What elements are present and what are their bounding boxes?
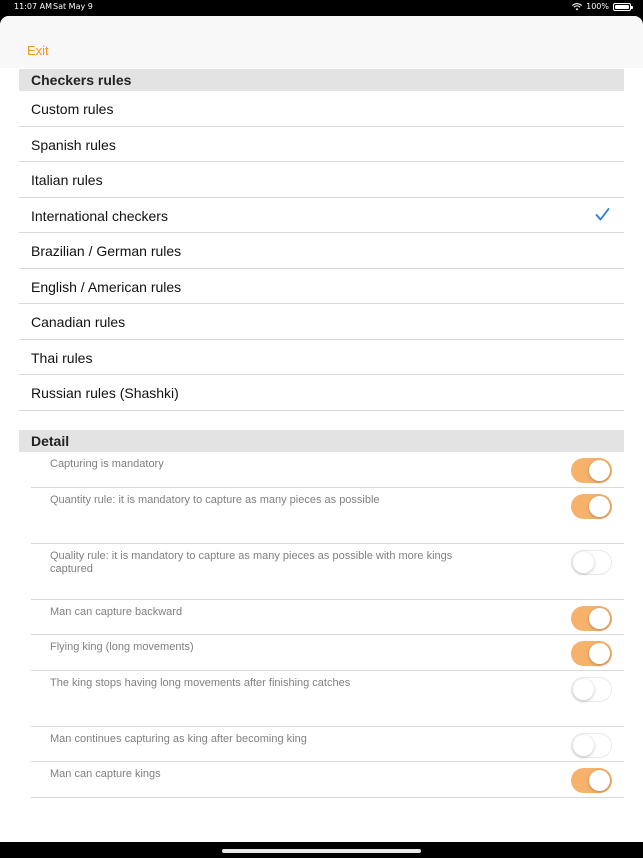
settings-sheet (0, 16, 643, 842)
rule-label: Spanish rules (31, 136, 116, 153)
status-date: Sat May 9 (53, 2, 93, 11)
detail-row (31, 488, 624, 544)
detail-label: Capturing is mandatory (50, 458, 164, 470)
toggle-switch[interactable] (571, 606, 612, 631)
rule-label: Russian rules (Shashki) (31, 385, 179, 401)
toggle-switch[interactable] (571, 733, 612, 758)
detail-label: Quality rule: it is mandatory to capture as many pieces as possible with more kings captured (50, 549, 453, 575)
detail-label: Man continues capturing as king after becoming king (50, 732, 307, 745)
status-bar (0, 0, 643, 14)
detail-row (31, 452, 624, 488)
rule-label: Italian rules (31, 172, 103, 188)
wifi-icon (572, 3, 582, 11)
toggle-switch[interactable] (571, 550, 612, 575)
toggle-switch[interactable] (571, 768, 612, 793)
detail-label: Quantity rule: it is mandatory to capture as many pieces as possible (50, 493, 380, 506)
detail-list (31, 452, 624, 798)
detail-row (31, 671, 624, 727)
toggle-knob (573, 552, 594, 573)
rule-row[interactable] (19, 198, 624, 234)
battery-icon (613, 3, 631, 11)
rule-row[interactable] (19, 233, 624, 269)
rule-label: Brazilian / German rules (31, 243, 182, 259)
detail-row (31, 635, 624, 671)
rule-row[interactable] (19, 162, 624, 198)
exit-button[interactable]: Exit (27, 43, 49, 58)
toggle-knob (589, 496, 610, 517)
checkmark-icon (595, 207, 610, 222)
toggle-knob (589, 643, 610, 664)
rule-row[interactable] (19, 340, 624, 376)
detail-label: Flying king (long movements) (50, 641, 194, 653)
status-right (572, 2, 631, 11)
rule-label: International checkers (31, 207, 168, 224)
navigation-bar (0, 16, 643, 68)
rule-row[interactable] (19, 91, 624, 127)
rule-row[interactable] (19, 304, 624, 340)
toggle-knob (573, 735, 594, 756)
toggle-switch[interactable] (571, 494, 612, 519)
detail-header: Detail (19, 430, 624, 452)
checkers-rules-header: Checkers rules (19, 69, 624, 91)
detail-row (31, 762, 624, 798)
home-indicator (222, 849, 421, 853)
detail-row (31, 544, 624, 600)
rule-label: English / American rules (31, 278, 182, 295)
detail-label: Man can capture kings (50, 768, 161, 780)
toggle-knob (589, 770, 610, 791)
status-time: 11:07 AM (14, 2, 52, 11)
rule-label: Custom rules (31, 101, 114, 117)
rule-row[interactable] (19, 127, 624, 163)
toggle-knob (589, 608, 610, 629)
toggle-knob (573, 679, 594, 700)
toggle-knob (589, 460, 610, 481)
detail-label: Man can capture backward (50, 605, 183, 618)
detail-row (31, 727, 624, 763)
detail-label: The king stops having long movements after finishing catches (50, 676, 351, 689)
rule-label: Thai rules (31, 349, 93, 366)
rule-list (19, 91, 624, 411)
toggle-switch[interactable] (571, 458, 612, 483)
battery-percent: 100% (586, 2, 609, 11)
detail-row (31, 600, 624, 636)
rule-row[interactable] (19, 375, 624, 411)
rule-label: Canadian rules (31, 314, 126, 330)
toggle-switch[interactable] (571, 641, 612, 666)
toggle-switch[interactable] (571, 677, 612, 702)
rule-row[interactable] (19, 269, 624, 305)
